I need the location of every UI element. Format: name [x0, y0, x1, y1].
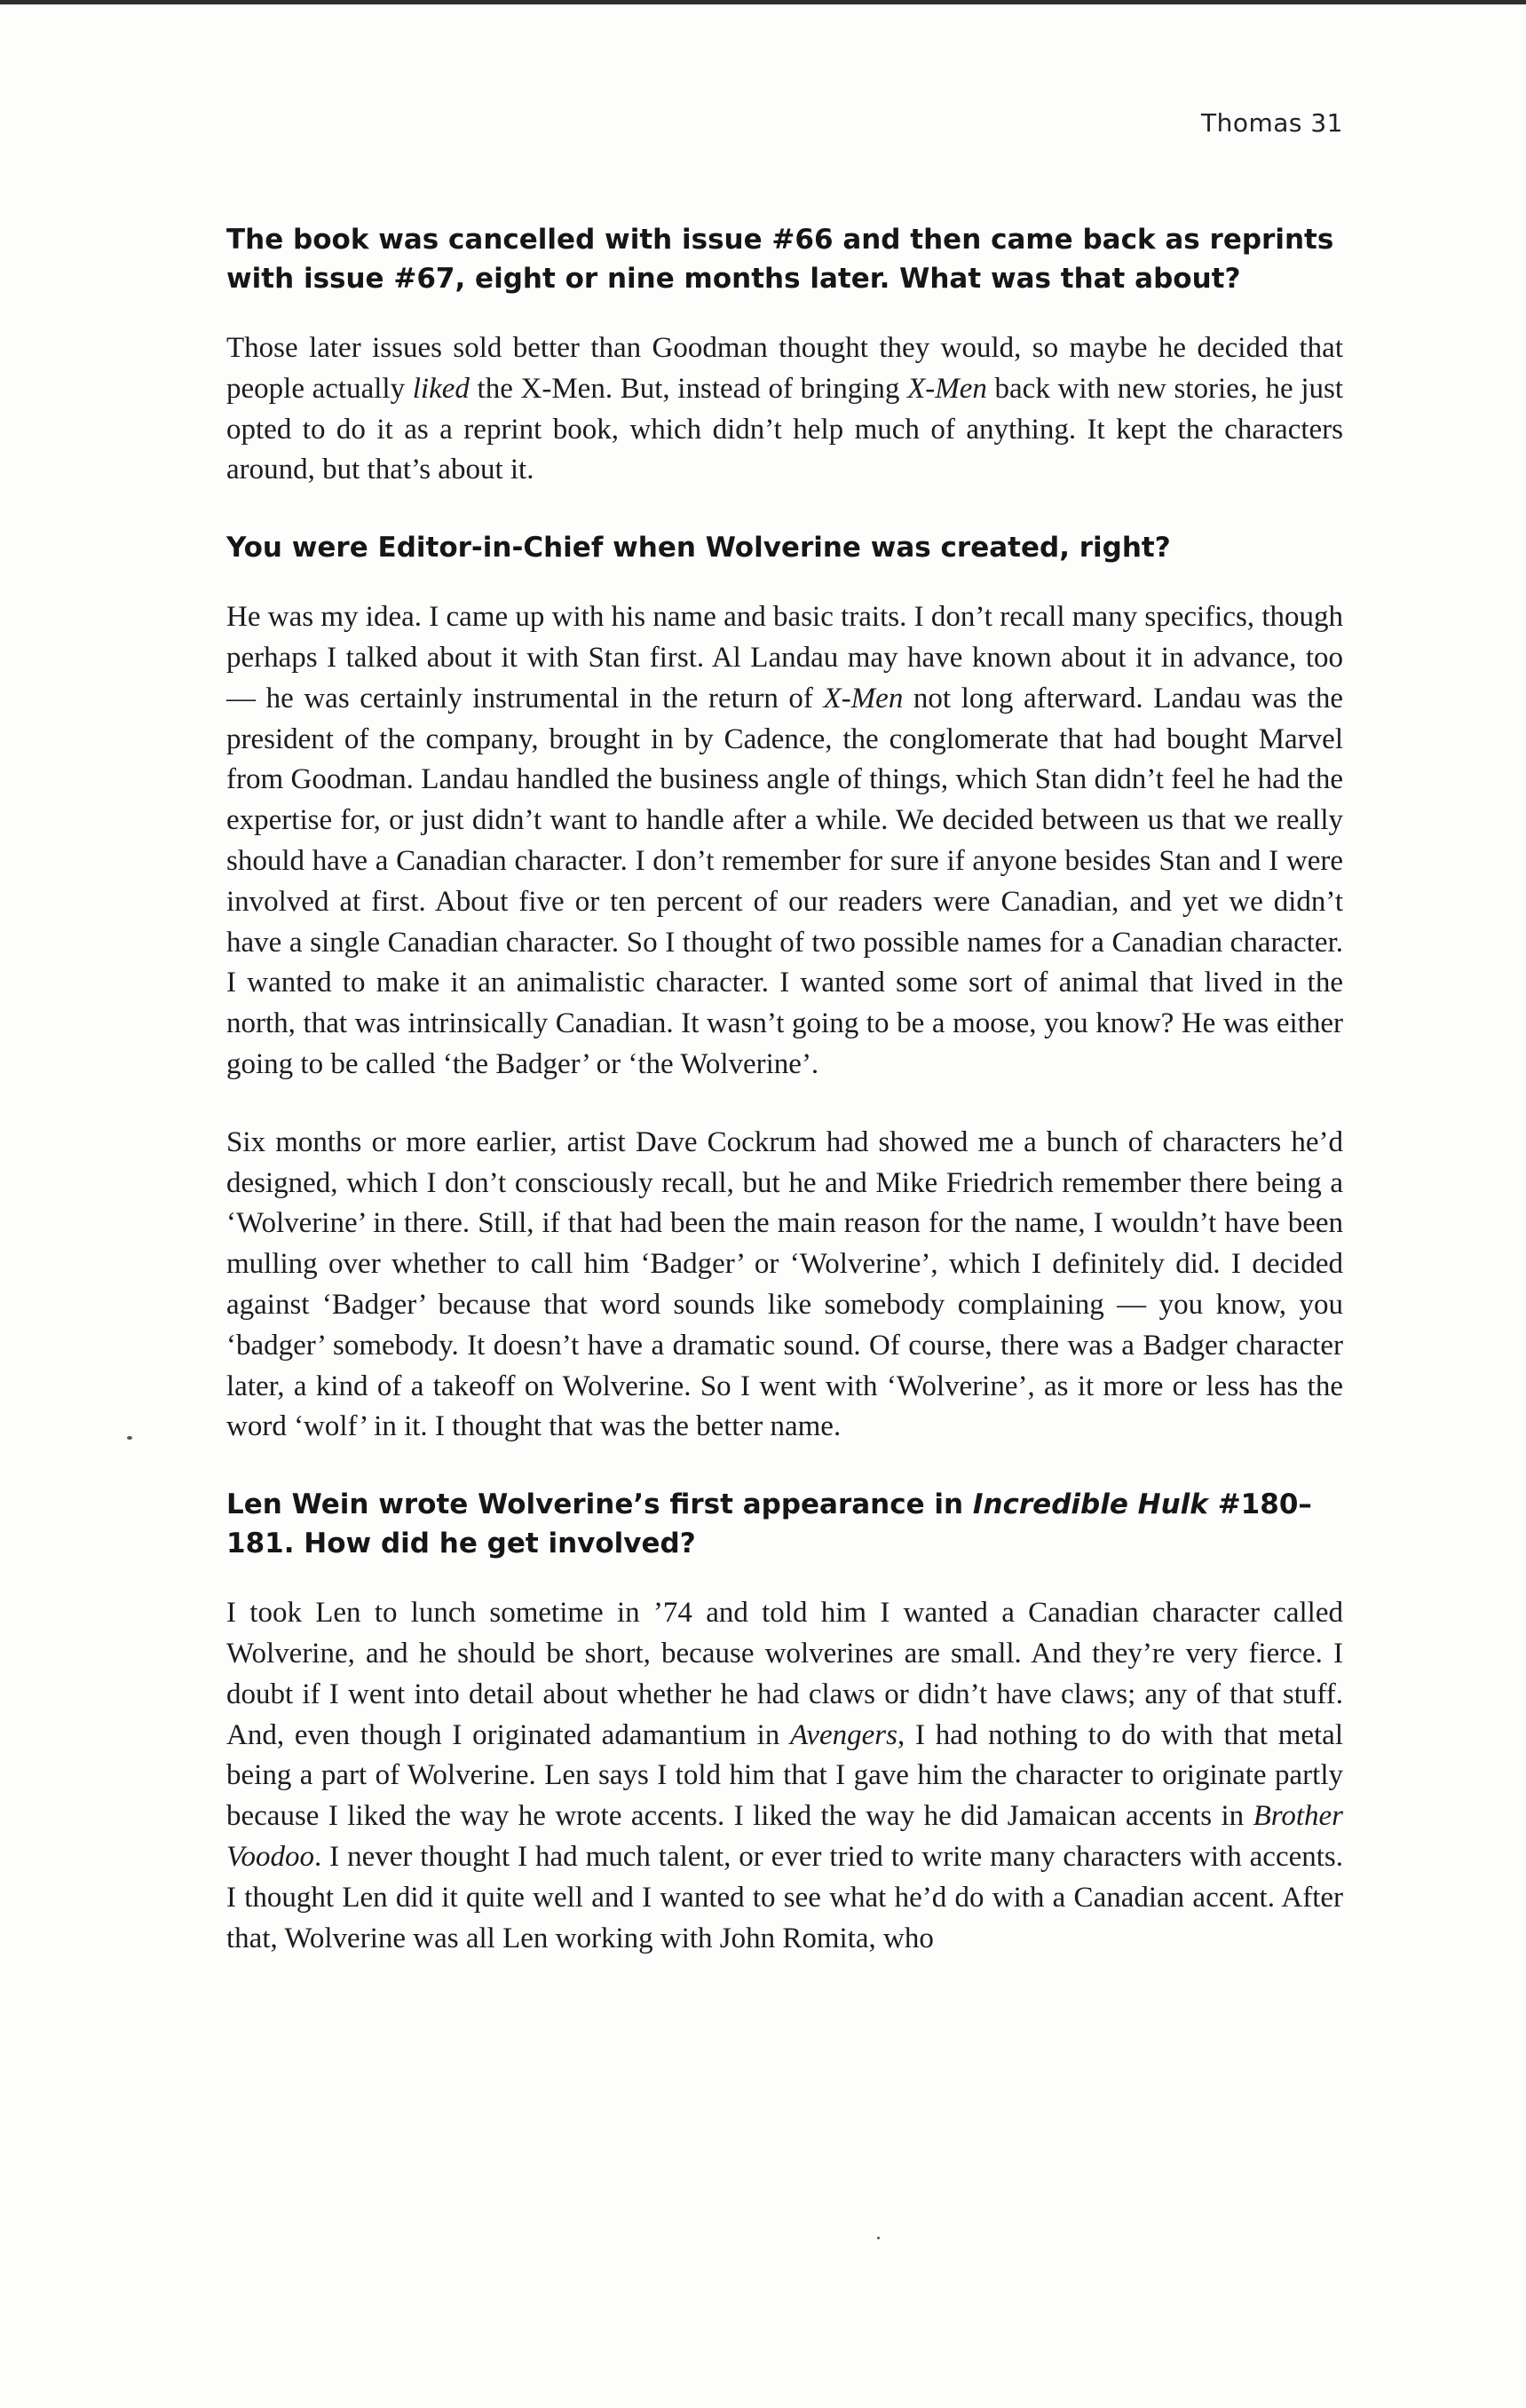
text-run: #180–181. How did he get involved?	[226, 1488, 1312, 1560]
italic-title: liked	[412, 372, 470, 405]
interview-question	[226, 1485, 1343, 1563]
text-run: Six months or more earlier, artist Dave Cockrum had showed me a bunch of characters he’d designed, which I don’t consciously recall, but he and Mike Friedrich remember there being a ‘Wolverine’ in there. Still, if that had been the main reason for the name, I wouldn’t have been mulling over whether to call him ‘Badger’ or ‘Wolverine’, which I definitely did. I decided against ‘Badger’ because that word sounds like somebody complaining — you know, you ‘badger’ somebody. It doesn’t have a dramatic sound. Of course, there was a Badger character later, a kind of a takeoff on Wolverine. So I went with ‘Wolverine’, as it more or less has the word ‘wolf’ in it. I thought that was the better name.	[226, 1125, 1343, 1443]
interview-answer	[226, 1593, 1343, 1959]
text-run: The book was cancelled with issue #66 and then came back as reprints with issue #67, eight or nine months later. What was that about?	[226, 224, 1334, 295]
italic-title: Brother Voodoo	[226, 1800, 1343, 1873]
text-run: back with new stories, he just opted to do it as a reprint book, which didn’t help much of anything. It kept the characters around, but that’s about it.	[226, 372, 1343, 486]
text-run: the X-Men. But, instead of bringing	[469, 372, 908, 405]
scan-speck	[127, 1436, 132, 1440]
page-content	[226, 220, 1343, 1996]
text-run: I took Len to lunch sometime in ’74 and told him I wanted a Canadian character called Wolverine, and he should be short, because wolverines are small. And they’re very fierce. I doubt if I went into detail about whether he had claws or didn’t have claws; any of that stuff. And, even though I originated adamantium in	[226, 1597, 1343, 1751]
text-run: not long afterward. Landau was the president of the company, brought in by Cadence, the conglomerate that had bought Marvel from Goodman. Landau handled the business angle of things, which Stan didn’t feel he had the expertise for, or just didn’t want to handle after a while. We decided between us that we really should have a Canadian character. I don’t remember for sure if anyone besides Stan and I were involved at first. About five or ten percent of our readers were Canadian, and yet we didn’t have a single Canadian character. So I thought of two possible names for a Canadian character. I wanted to make it an animalistic character. I wanted some sort of animal that lived in the north, that was intrinsically Canadian. It wasn’t going to be a moose, you know? He was either going to be called ‘the Badger’ or ‘the Wolverine’.	[226, 682, 1343, 1080]
interview-question	[226, 528, 1343, 567]
italic-title: X-Men	[907, 372, 987, 405]
italic-title: Incredible Hulk	[972, 1488, 1208, 1521]
text-run: You were Editor-in-Chief when Wolverine was created, right?	[226, 532, 1171, 564]
text-run: Those later issues sold better than Goodman thought they would, so maybe he decided that people actually	[226, 332, 1343, 405]
text-run: , I had nothing to do with that metal being a part of Wolverine. Len says I told him that I gave him the character to originate partly because I liked the way he wrote accents. I liked the way he did Jamaican accents in	[226, 1718, 1344, 1833]
interview-answer	[226, 1123, 1343, 1448]
running-head: Thomas 31	[1200, 108, 1343, 138]
text-run: . I never thought I had much talent, or ever tried to write many characters with accents. I thought Len did it quite well and I wanted to see what he’d do with a Canadian accent. After that, Wolverine was all Len working with John Romita, who	[226, 1840, 1343, 1954]
italic-title: X-Men	[823, 682, 904, 715]
page-top-border	[0, 0, 1526, 4]
text-run: Len Wein wrote Wolverine’s first appearance in	[226, 1488, 973, 1521]
scan-speck	[877, 2237, 880, 2239]
interview-answer	[226, 328, 1343, 491]
text-run: He was my idea. I came up with his name and basic traits. I don’t recall many specifics, though perhaps I talked about it with Stan first. Al Landau may have known about it in advance, too — he was certainly instrumental in the return of	[226, 601, 1343, 715]
interview-question	[226, 220, 1343, 298]
interview-answer	[226, 597, 1343, 1086]
italic-title: Avengers	[790, 1718, 897, 1751]
